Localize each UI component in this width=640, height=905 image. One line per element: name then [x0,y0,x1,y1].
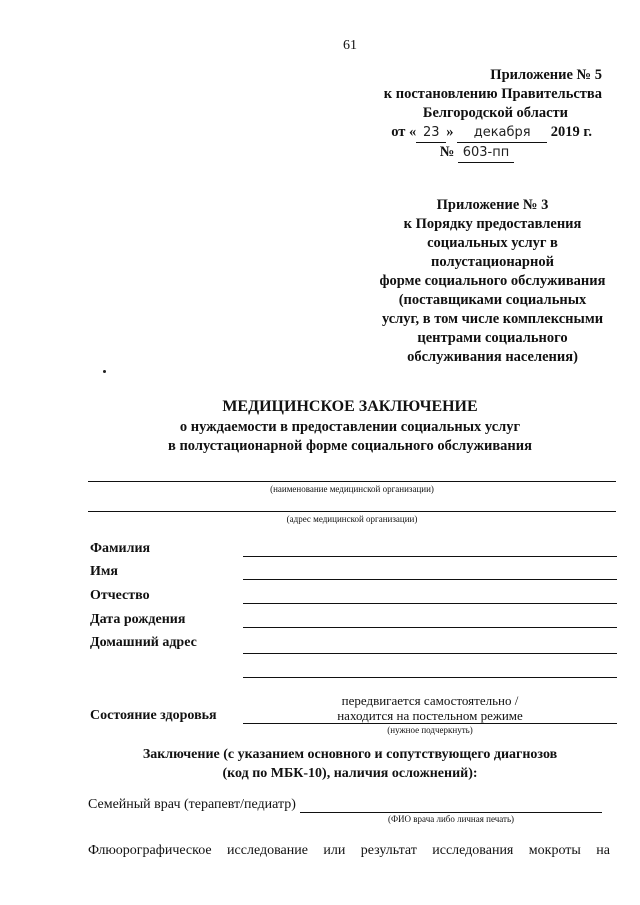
document-subtitle-2: в полустационарной форме социального обслуживания [168,438,532,454]
org-address-caption: (адрес медицинской организации) [286,514,418,524]
date-mid: » [446,124,454,140]
fluoro-word: на [596,843,610,858]
doctor-line[interactable] [300,812,602,813]
org-address-line [88,511,616,512]
health-option-2: находится на постельном режиме [337,708,523,723]
appendix3-line: полустационарной [431,254,554,270]
resolution-number: 603-пп [458,143,514,163]
surname-label: Фамилия [90,541,151,556]
appendix3-line: форме социального обслуживания [379,273,606,289]
fluoro-word: исследования [432,843,514,858]
date-year: 2019 г. [550,124,592,140]
appendix3-header [360,196,625,367]
appendix5-line2: к постановлению Правительства [383,86,602,102]
appendix5-date [342,123,592,143]
home-address-line-2[interactable] [243,677,617,678]
patronymic-line[interactable] [243,603,617,604]
appendix5-header [342,66,602,163]
home-address-label: Домашний адрес [90,635,197,650]
health-label: Состояние здоровья [90,708,217,723]
fluoro-word: Флюорографическое [88,843,212,858]
appendix3-line: обслуживания населения) [407,349,578,365]
patronymic-label: Отчество [90,588,150,603]
fluorography-text [88,843,610,859]
appendix3-line: к Порядку предоставления [403,216,582,232]
home-address-line-1[interactable] [243,653,617,654]
scan-speck [103,370,106,373]
page-number: 61 [343,38,357,53]
appendix5-line3: Белгородской области [422,105,568,121]
doctor-caption: (ФИО врача либо личная печать) [387,814,515,824]
fluoro-word: или [323,843,346,858]
conclusion-line-1: Заключение (с указанием основного и сопутствующего диагнозов [142,747,558,762]
date-month: декабря [457,123,547,143]
document-title: МЕДИЦИНСКОЕ ЗАКЛЮЧЕНИЕ [222,398,478,415]
appendix3-line: Приложение № 3 [436,197,549,213]
fluoro-word: результат [360,843,417,858]
number-prefix: № [439,144,455,160]
surname-line[interactable] [243,556,617,557]
appendix3-line: социальных услуг в [427,235,558,251]
appendix5-line1: Приложение № 5 [490,67,602,83]
birth-date-line[interactable] [243,627,617,628]
appendix3-line: (поставщиками социальных [398,292,587,308]
name-label: Имя [90,564,118,579]
date-day: 23 [416,123,446,143]
fluoro-word: мокроты [528,843,581,858]
conclusion-line-2: (код по МБК-10), наличия осложнений): [222,766,478,781]
health-line[interactable] [243,723,617,724]
health-option-1: передвигается самостоятельно / [341,693,519,708]
appendix3-line: центрами социального [417,330,568,346]
fluoro-word: исследование [227,843,308,858]
appendix5-number [342,143,514,163]
document-subtitle-1: о нуждаемости в предоставлении социальных услуг [179,419,521,435]
underline-hint: (нужное подчеркнуть) [387,725,473,735]
org-name-line [88,481,616,482]
doctor-label: Семейный врач (терапевт/педиатр) [88,797,296,812]
name-line[interactable] [243,579,617,580]
date-prefix: от « [391,124,417,140]
appendix3-line: услуг, в том числе комплексными [381,311,604,327]
birth-date-label: Дата рождения [90,612,186,627]
org-name-caption: (наименование медицинской организации) [270,484,434,494]
